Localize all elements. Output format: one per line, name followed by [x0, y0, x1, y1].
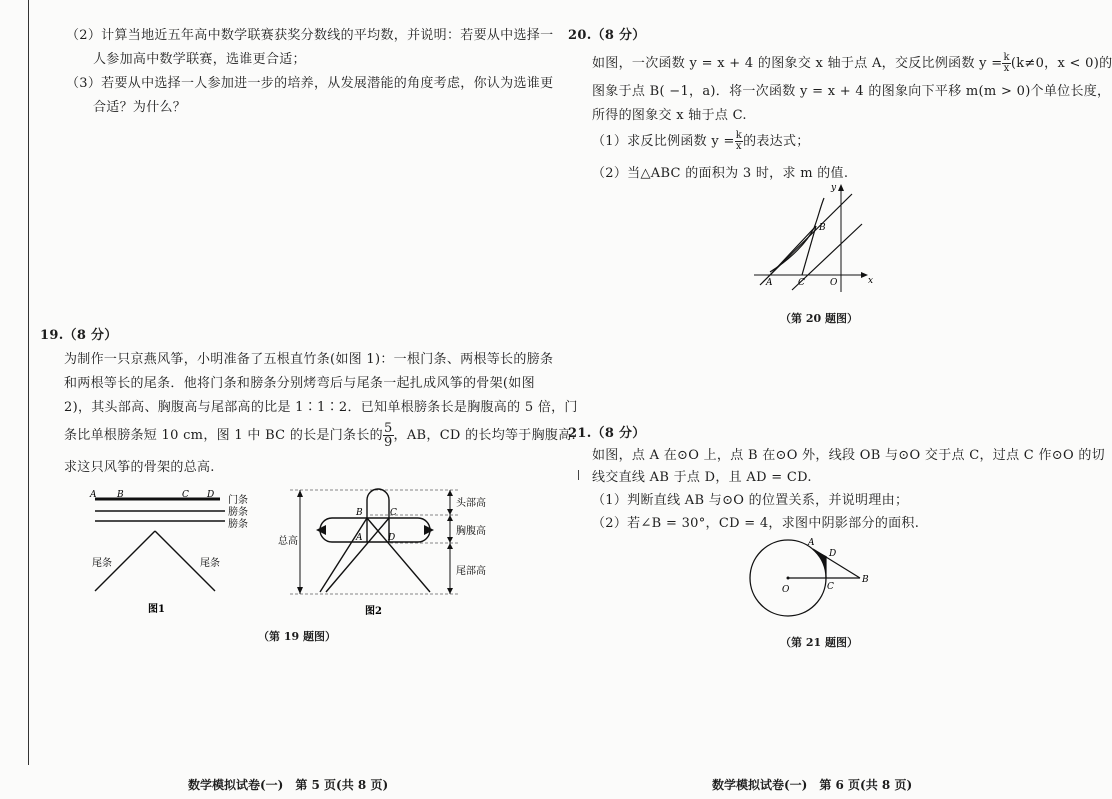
- fig2-total-label: 总高: [278, 536, 298, 547]
- q20-part1-b: 的表达式；: [743, 134, 810, 149]
- q20-heading: 20.（8 分）: [568, 28, 646, 43]
- fig1-bang-label-2: 膀条: [228, 519, 248, 530]
- fraction-k-over-x: [735, 131, 743, 152]
- fig21-label-b: B: [862, 575, 869, 585]
- arrowhead: [447, 490, 453, 496]
- q20-line2: 图象于点 B( −1，a)．将一次函数 y = x + 4 的图象向下平移 m(m > 0)个单位长度，: [592, 84, 1111, 99]
- frac-numerator: 5: [383, 421, 393, 436]
- fig2-head-label: 头部高: [456, 498, 486, 509]
- fig2-label-a: A: [356, 533, 363, 543]
- frac-k: k: [1003, 52, 1010, 63]
- wing-loop: [320, 518, 430, 542]
- fig2-chest-label: 胸腹高: [456, 526, 486, 537]
- q21-figure: [742, 532, 882, 632]
- fig20-label-c: C: [798, 278, 805, 288]
- arrowhead: [447, 515, 453, 521]
- binding-line: [28, 0, 29, 765]
- q18-part2-line1: （2）计算当地近五年高中数学联赛获奖分数线的平均数，并说明：若要从中选择一: [66, 28, 554, 43]
- fig1-caption: 图1: [148, 604, 165, 615]
- arrowhead: [297, 490, 303, 497]
- frac-k: k: [735, 130, 743, 141]
- q21-part1: （1）判断直线 AB 与⊙O 的位置关系，并说明理由；: [592, 493, 909, 508]
- fig2-label-d: D: [388, 533, 396, 543]
- q19-line2: 和两根等长的尾条．他将门条和膀条分别烤弯后与尾条一起扎成风筝的骨架(如图: [64, 376, 535, 391]
- fraction-k-over-x: [1002, 53, 1010, 74]
- fig21-label-o: O: [782, 585, 790, 595]
- left-footer: 数学模拟试卷(一) 第 5 页(共 8 页): [188, 778, 389, 792]
- fig1-label-d: D: [207, 490, 215, 500]
- hyperbola-branch: [770, 198, 824, 272]
- right-page: [540, 0, 1112, 799]
- q19-line4: [64, 422, 576, 449]
- arrowhead: [447, 537, 453, 543]
- fig1-label-c: C: [182, 490, 189, 500]
- y-axis-arrow: [838, 184, 844, 191]
- fig2-label-b: B: [356, 508, 363, 518]
- q20-part2: （2）当△ABC 的面积为 3 时，求 m 的值.: [592, 166, 849, 181]
- fraction-5-9: [383, 422, 394, 449]
- fig2-caption: 图2: [365, 606, 382, 617]
- door-arch: [367, 489, 389, 542]
- q20-line3: 所得的图象交 x 轴于点 C.: [592, 108, 747, 123]
- fig1-label-a: A: [90, 490, 97, 500]
- fig1-label-b: B: [117, 490, 124, 500]
- frac-denominator: 9: [383, 435, 393, 450]
- fig20-label-o: O: [830, 278, 838, 288]
- fig20-label-a: A: [766, 278, 773, 288]
- fig2-label-c: C: [390, 508, 397, 518]
- center-point: [787, 577, 790, 580]
- q21-heading: 21.（8 分）: [568, 426, 646, 441]
- frac-x: x: [1003, 63, 1010, 74]
- q19-line1: 为制作一只京燕风筝，小明准备了五根直竹条(如图 1)：一根门条、两根等长的膀条: [64, 352, 554, 367]
- arrowhead: [447, 509, 453, 515]
- arrowhead: [297, 587, 303, 594]
- fig2-tail-label: 尾部高: [456, 566, 486, 577]
- q19-line3: 2)，其头部高、胸腹高与尾部高的比是 1∶1∶2．已知单根膀条长是胸腹高的 5 倍，门: [64, 400, 578, 415]
- q21-part2: （2）若∠B = 30°，CD = 4，求图中阴影部分的面积.: [592, 516, 920, 531]
- q21-line1: 如图，点 A 在⊙O 上，点 B 在⊙O 外，线段 OB 与⊙O 交于点 C，过点 C 作⊙O 的切: [592, 448, 1105, 463]
- tail-cross: [367, 518, 430, 592]
- q20-line1-a: 如图，一次函数 y = x + 4 的图象交 x 轴于点 A，交反比例函数 y =: [592, 56, 1003, 71]
- fig1-tail-label-left: 尾条: [92, 558, 112, 569]
- q19-line4-a: 条比单根膀条短 10 cm，图 1 中 BC 的长是门条长的: [64, 428, 383, 443]
- arrowhead: [447, 543, 453, 549]
- q20-line1: [592, 52, 1112, 74]
- fig1-men-label: 门条: [228, 495, 248, 506]
- fig1-bang-label-1: 膀条: [228, 507, 248, 518]
- arrowhead: [447, 588, 453, 594]
- x-axis-arrow: [861, 272, 868, 278]
- right-footer: 数学模拟试卷(一) 第 6 页(共 8 页): [712, 778, 913, 792]
- fig20-label-x: x: [868, 276, 874, 286]
- tail-cross-2: [326, 518, 389, 592]
- fig21-label-c: C: [827, 582, 834, 592]
- q18-part2-line2: 人参加高中数学联赛，选谁更合适；: [93, 52, 306, 67]
- fig1-tail-label-right: 尾条: [200, 558, 220, 569]
- q20-line1-b: (k≠0，x < 0)的: [1010, 56, 1112, 71]
- q19-figure-2: [270, 482, 500, 622]
- q18-part3-line2: 合适？为什么？: [93, 100, 187, 115]
- q20-part1: [592, 130, 810, 152]
- q20-caption: （第 20 题图）: [780, 312, 858, 325]
- frac-x: x: [735, 141, 742, 152]
- q19-heading: 19.（8 分）: [40, 328, 118, 343]
- q21-caption: （第 21 题图）: [780, 636, 858, 649]
- margin-mark: [578, 470, 579, 480]
- fig21-label-d: D: [829, 549, 837, 559]
- q18-part3-line1: （3）若要从中选择一人参加进一步的培养，从发展潜能的角度考虑，你认为选谁更: [66, 76, 554, 91]
- q19-line5: 求这只风筝的骨架的总高.: [64, 460, 215, 475]
- q20-figure: [752, 180, 882, 295]
- fig21-label-a: A: [808, 538, 815, 548]
- q19-figure-1: [80, 486, 260, 616]
- q19-caption: （第 19 题图）: [258, 630, 336, 643]
- tail-left: [320, 518, 367, 592]
- fig20-label-b: B: [819, 223, 826, 233]
- q20-part1-a: （1）求反比例函数 y =: [592, 134, 735, 149]
- fig20-label-y: y: [831, 183, 837, 193]
- q21-line2: 线交直线 AB 于点 D，且 AD = CD.: [592, 470, 812, 485]
- q19-line4-b: ，AB，CD 的长均等于胸腹高.: [393, 428, 576, 443]
- segment-ab: [813, 549, 860, 578]
